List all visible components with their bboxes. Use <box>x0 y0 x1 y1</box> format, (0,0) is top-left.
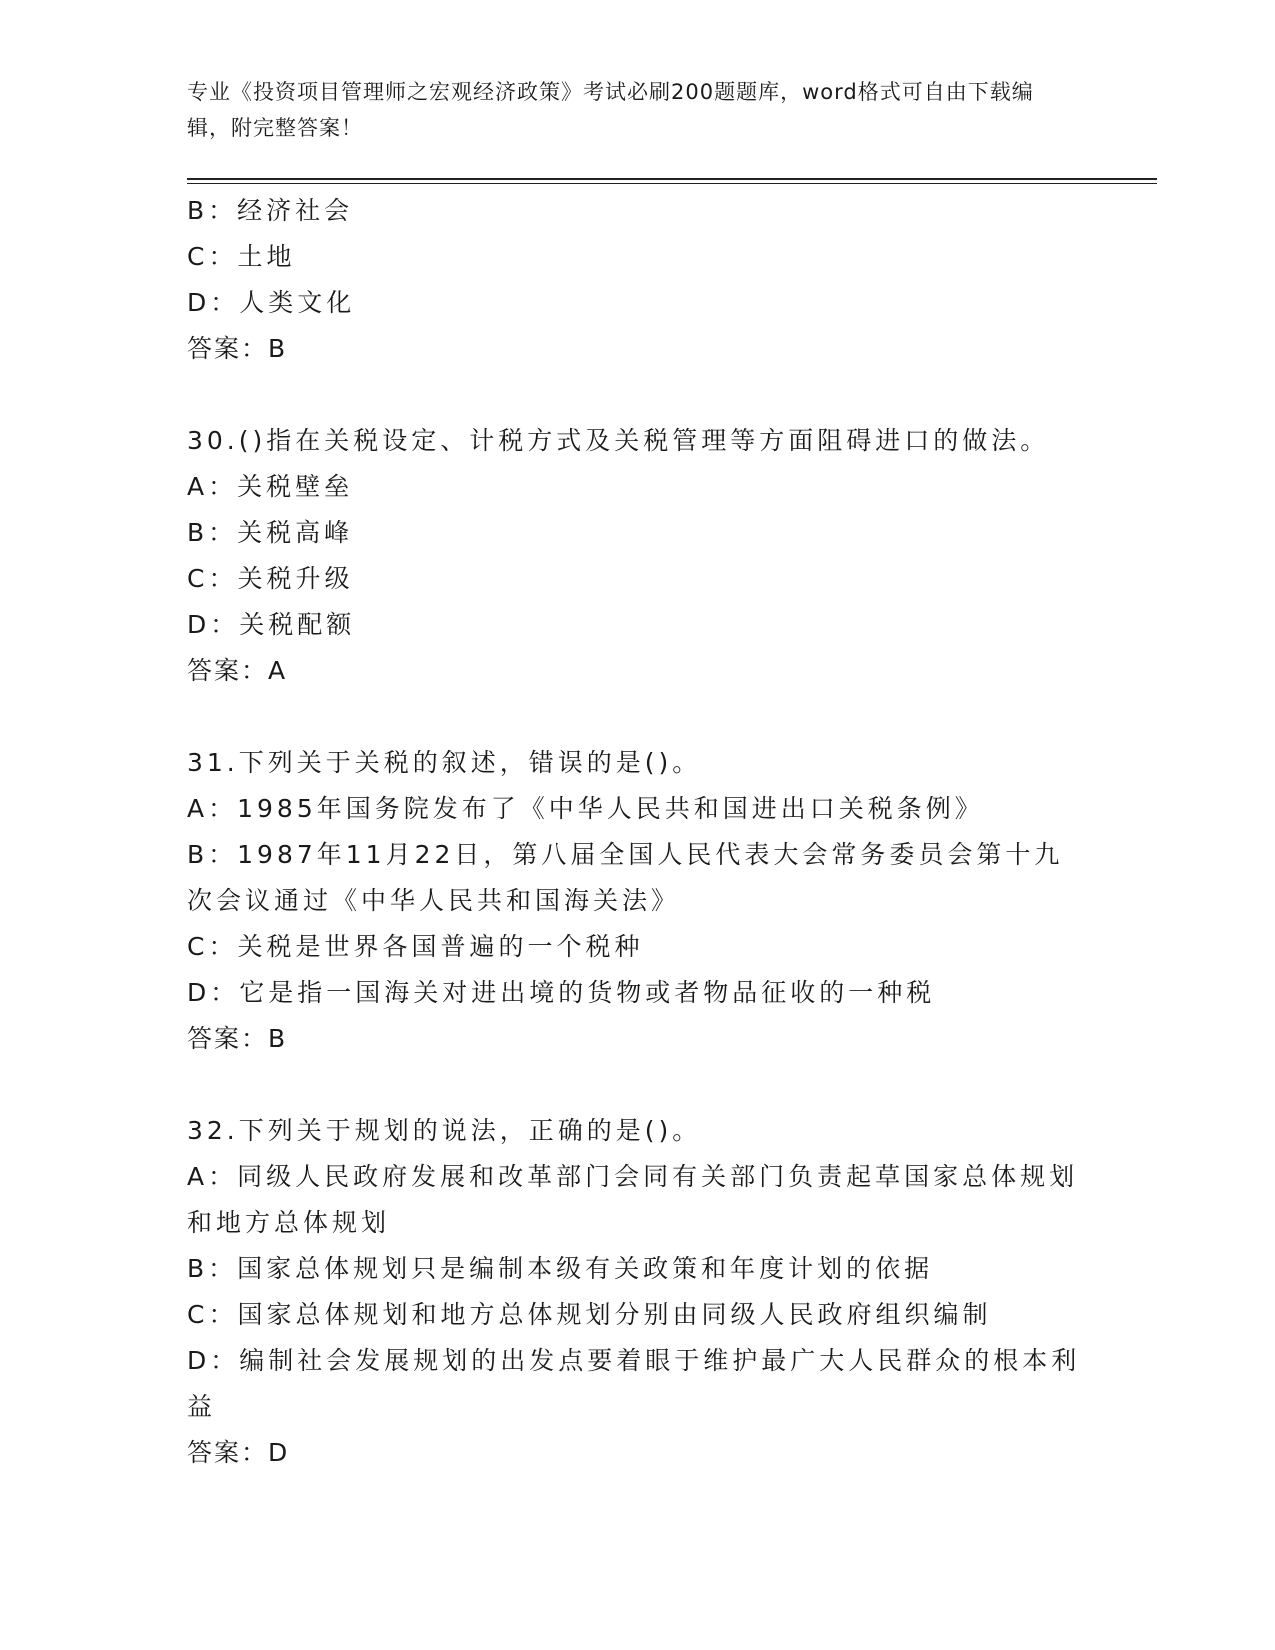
question-stem: 30.()指在关税设定、计税方式及关税管理等方面阻碍进口的做法。 <box>187 426 1050 455</box>
question-stem: 31.下列关于关税的叙述，错误的是()。 <box>187 748 702 777</box>
header-divider <box>187 178 1157 184</box>
option-c: C：国家总体规划和地方总体规划分别由同级人民政府组织编制 <box>187 1300 992 1329</box>
option-a: A：关税壁垒 <box>187 472 354 501</box>
spacer <box>187 694 1087 740</box>
option-b: B：国家总体规划只是编制本级有关政策和年度计划的依据 <box>187 1254 934 1283</box>
option-c: C：关税升级 <box>187 564 354 593</box>
previous-question-tail <box>187 188 1087 372</box>
option-d: D：它是指一国海关对进出境的货物或者物品征收的一种税 <box>187 978 936 1007</box>
option-a: A：1985年国务院发布了《中华人民共和国进出口关税条例》 <box>187 794 984 823</box>
option-d: D：关税配额 <box>187 610 356 639</box>
question-32 <box>187 1108 1087 1476</box>
option-c: C：关税是世界各国普遍的一个税种 <box>187 932 644 961</box>
option-d: D：人类文化 <box>187 288 356 317</box>
option-b: B：经济社会 <box>187 196 354 225</box>
answer-line: 答案：B <box>187 334 288 363</box>
question-31 <box>187 740 1087 1062</box>
question-30 <box>187 418 1087 694</box>
question-content <box>187 188 1087 1476</box>
answer-line: 答案：D <box>187 1438 290 1467</box>
answer-line: 答案：B <box>187 1024 288 1053</box>
document-header: 专业《投资项目管理师之宏观经济政策》考试必刷200题题库，word格式可自由下载编辑，附完整答案！ <box>187 80 1034 140</box>
question-stem: 32.下列关于规划的说法，正确的是()。 <box>187 1116 702 1145</box>
option-a: A：同级人民政府发展和改革部门会同有关部门负责起草国家总体规划和地方总体规划 <box>187 1162 1079 1237</box>
option-c: C：土地 <box>187 242 296 271</box>
spacer <box>187 1062 1087 1108</box>
spacer <box>187 372 1087 418</box>
option-d: D：编制社会发展规划的出发点要着眼于维护最广大人民群众的根本利益 <box>187 1346 1081 1421</box>
answer-line: 答案：A <box>187 656 288 685</box>
option-b: B：关税高峰 <box>187 518 354 547</box>
option-b: B：1987年11月22日，第八届全国人民代表大会常务委员会第十九次会议通过《中华人民共和国海关法》 <box>187 840 1064 915</box>
